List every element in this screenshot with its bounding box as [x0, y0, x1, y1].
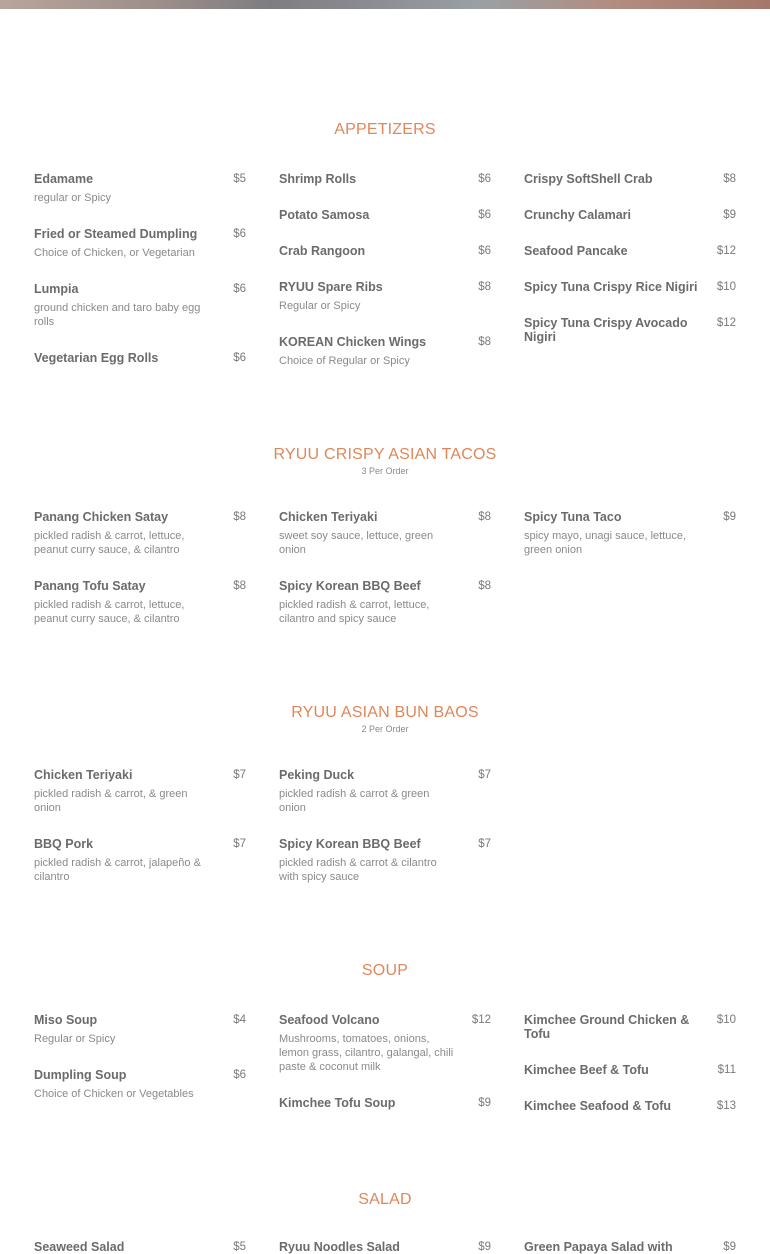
menu-item [34, 351, 246, 365]
item-name: Spicy Tuna Taco [524, 510, 622, 524]
menu-item [279, 244, 491, 258]
item-description: spicy mayo, unagi sauce, lettuce, green onion [524, 530, 687, 556]
item-name: Green Papaya Salad with [524, 1240, 673, 1254]
item-price: $9 [478, 1097, 491, 1109]
item-price: $8 [233, 580, 246, 592]
item-name: Kimchee Seafood & Tofu [524, 1099, 672, 1113]
section-title-salad: SALAD [358, 1191, 412, 1208]
item-price: $8 [478, 336, 491, 348]
menu-item [34, 579, 246, 626]
menu-item [279, 768, 491, 815]
item-price: $4 [233, 1014, 246, 1026]
menu-item [34, 510, 246, 557]
menu-item [524, 316, 736, 344]
item-name: Crab Rangoon [279, 244, 366, 258]
item-description: regular or Spicy [34, 192, 112, 204]
item-price: $10 [716, 281, 736, 293]
item-name: Spicy Tuna Crispy Rice Nigiri [524, 280, 698, 294]
item-price: $6 [478, 245, 491, 257]
item-name: Vegetarian Egg Rolls [34, 351, 159, 365]
menu-item [279, 510, 491, 557]
item-price: $6 [233, 352, 246, 364]
menu-item [279, 1096, 491, 1110]
item-price: $8 [233, 511, 246, 523]
item-name: BBQ Pork [34, 837, 94, 851]
menu-item [34, 768, 246, 815]
item-price: $9 [478, 1241, 491, 1253]
item-name: Crunchy Calamari [524, 208, 631, 222]
item-name: Crispy SoftShell Crab [524, 172, 653, 186]
item-price: $5 [233, 173, 246, 185]
item-price: $7 [233, 769, 246, 781]
item-description: pickled radish & carrot, & green onion [34, 788, 188, 814]
item-name: Seafood Pancake [524, 244, 628, 258]
item-name: Seaweed Salad [34, 1240, 125, 1254]
section-subtitle-baos: 2 Per Order [361, 724, 409, 734]
item-price: $5 [233, 1241, 246, 1253]
item-price: $7 [478, 769, 491, 781]
item-name: Potato Samosa [279, 208, 370, 222]
item-price: $9 [723, 1241, 736, 1253]
item-description: Regular or Spicy [34, 1033, 116, 1045]
section-title-tacos: RYUU CRISPY ASIAN TACOS [273, 446, 497, 463]
menu-item [524, 510, 736, 557]
item-price: $7 [478, 838, 491, 850]
menu-item [524, 172, 736, 186]
item-name: Kimchee Ground Chicken & Tofu [524, 1013, 690, 1041]
item-name: Panang Chicken Satay [34, 510, 169, 524]
item-description: pickled radish & carrot, jalapeño & cilantro [34, 857, 201, 883]
item-name: Chicken Teriyaki [34, 768, 133, 782]
item-price: $10 [716, 1014, 736, 1026]
menu-item [524, 1063, 736, 1077]
item-name: Panang Tofu Satay [34, 579, 146, 593]
item-price: $12 [716, 245, 736, 257]
item-name: Chicken Teriyaki [279, 510, 378, 524]
item-price: $12 [716, 317, 736, 329]
menu-item [524, 244, 736, 258]
menu-item [34, 1013, 246, 1046]
section-title-baos: RYUU ASIAN BUN BAOS [291, 704, 479, 721]
item-name: Kimchee Tofu Soup [279, 1096, 396, 1110]
item-price: $8 [478, 580, 491, 592]
item-name: Dumpling Soup [34, 1068, 127, 1082]
menu-item [524, 280, 736, 294]
hero-image-strip [0, 0, 770, 9]
menu-item [34, 1068, 246, 1101]
menu-item [279, 172, 491, 186]
menu-item [279, 1240, 491, 1254]
menu-item [279, 280, 491, 313]
item-description: pickled radish & carrot & green onion [279, 788, 430, 814]
menu-item [34, 1240, 246, 1254]
item-name: KOREAN Chicken Wings [279, 335, 427, 349]
item-price: $6 [478, 173, 491, 185]
item-price: $7 [233, 838, 246, 850]
section-title-appetizers: APPETIZERS [334, 121, 436, 138]
menu-item [34, 282, 246, 329]
item-price: $6 [478, 209, 491, 221]
item-price: $8 [478, 281, 491, 293]
item-price: $8 [478, 511, 491, 523]
item-description: pickled radish & carrot, lettuce, cilantro and spicy sauce [279, 599, 430, 625]
menu-item [279, 837, 491, 884]
item-name: RYUU Spare Ribs [279, 280, 383, 294]
item-description: Regular or Spicy [279, 300, 361, 312]
item-description: Choice of Regular or Spicy [279, 355, 410, 367]
item-name: Ryuu Noodles Salad [279, 1240, 400, 1254]
item-price: $6 [233, 283, 246, 295]
section-title-soup: SOUP [361, 962, 409, 979]
item-description: sweet soy sauce, lettuce, green onion [279, 530, 434, 556]
item-name: Kimchee Beef & Tofu [524, 1063, 649, 1077]
item-description: Choice of Chicken or Vegetables [34, 1088, 194, 1100]
item-price: $11 [717, 1064, 736, 1076]
item-name: Fried or Steamed Dumpling [34, 227, 198, 241]
item-price: $9 [723, 511, 736, 523]
item-price: $8 [723, 173, 736, 185]
item-name: Miso Soup [34, 1013, 98, 1027]
menu-item [524, 1099, 736, 1113]
menu-item [279, 335, 491, 368]
menu-item [34, 172, 246, 205]
item-description: pickled radish & carrot, lettuce, peanut curry sauce, & cilantro [34, 599, 185, 625]
menu-item [524, 1013, 736, 1041]
menu-item [34, 227, 246, 260]
item-name: Seafood Volcano [279, 1013, 380, 1027]
item-price: $12 [471, 1014, 491, 1026]
item-name: Spicy Korean BBQ Beef [279, 579, 421, 593]
item-name: Edamame [34, 172, 94, 186]
item-description: pickled radish & carrot & cilantro with spicy sauce [279, 857, 437, 883]
item-name: Spicy Tuna Crispy Avocado Nigiri [524, 316, 688, 344]
item-description: ground chicken and taro baby egg rolls [34, 302, 201, 328]
item-description: Choice of Chicken, or Vegetarian [34, 247, 195, 259]
section-subtitle-tacos: 3 Per Order [361, 466, 409, 476]
menu-item [34, 837, 246, 884]
item-price: $6 [233, 228, 246, 240]
menu-item [279, 579, 491, 626]
item-name: Peking Duck [279, 768, 355, 782]
item-description: Mushrooms, tomatoes, onions, lemon grass, cilantro, galangal, chili paste & coconut milk [279, 1033, 454, 1073]
menu-item [279, 1013, 491, 1074]
menu-item [524, 208, 736, 222]
item-name: Lumpia [34, 282, 79, 296]
menu-item [279, 208, 491, 222]
item-price: $9 [723, 209, 736, 221]
menu-item [524, 1240, 736, 1254]
item-name: Spicy Korean BBQ Beef [279, 837, 421, 851]
item-price: $6 [233, 1069, 246, 1081]
item-name: Shrimp Rolls [279, 172, 357, 186]
item-price: $13 [716, 1100, 736, 1112]
item-description: pickled radish & carrot, lettuce, peanut curry sauce, & cilantro [34, 530, 185, 556]
